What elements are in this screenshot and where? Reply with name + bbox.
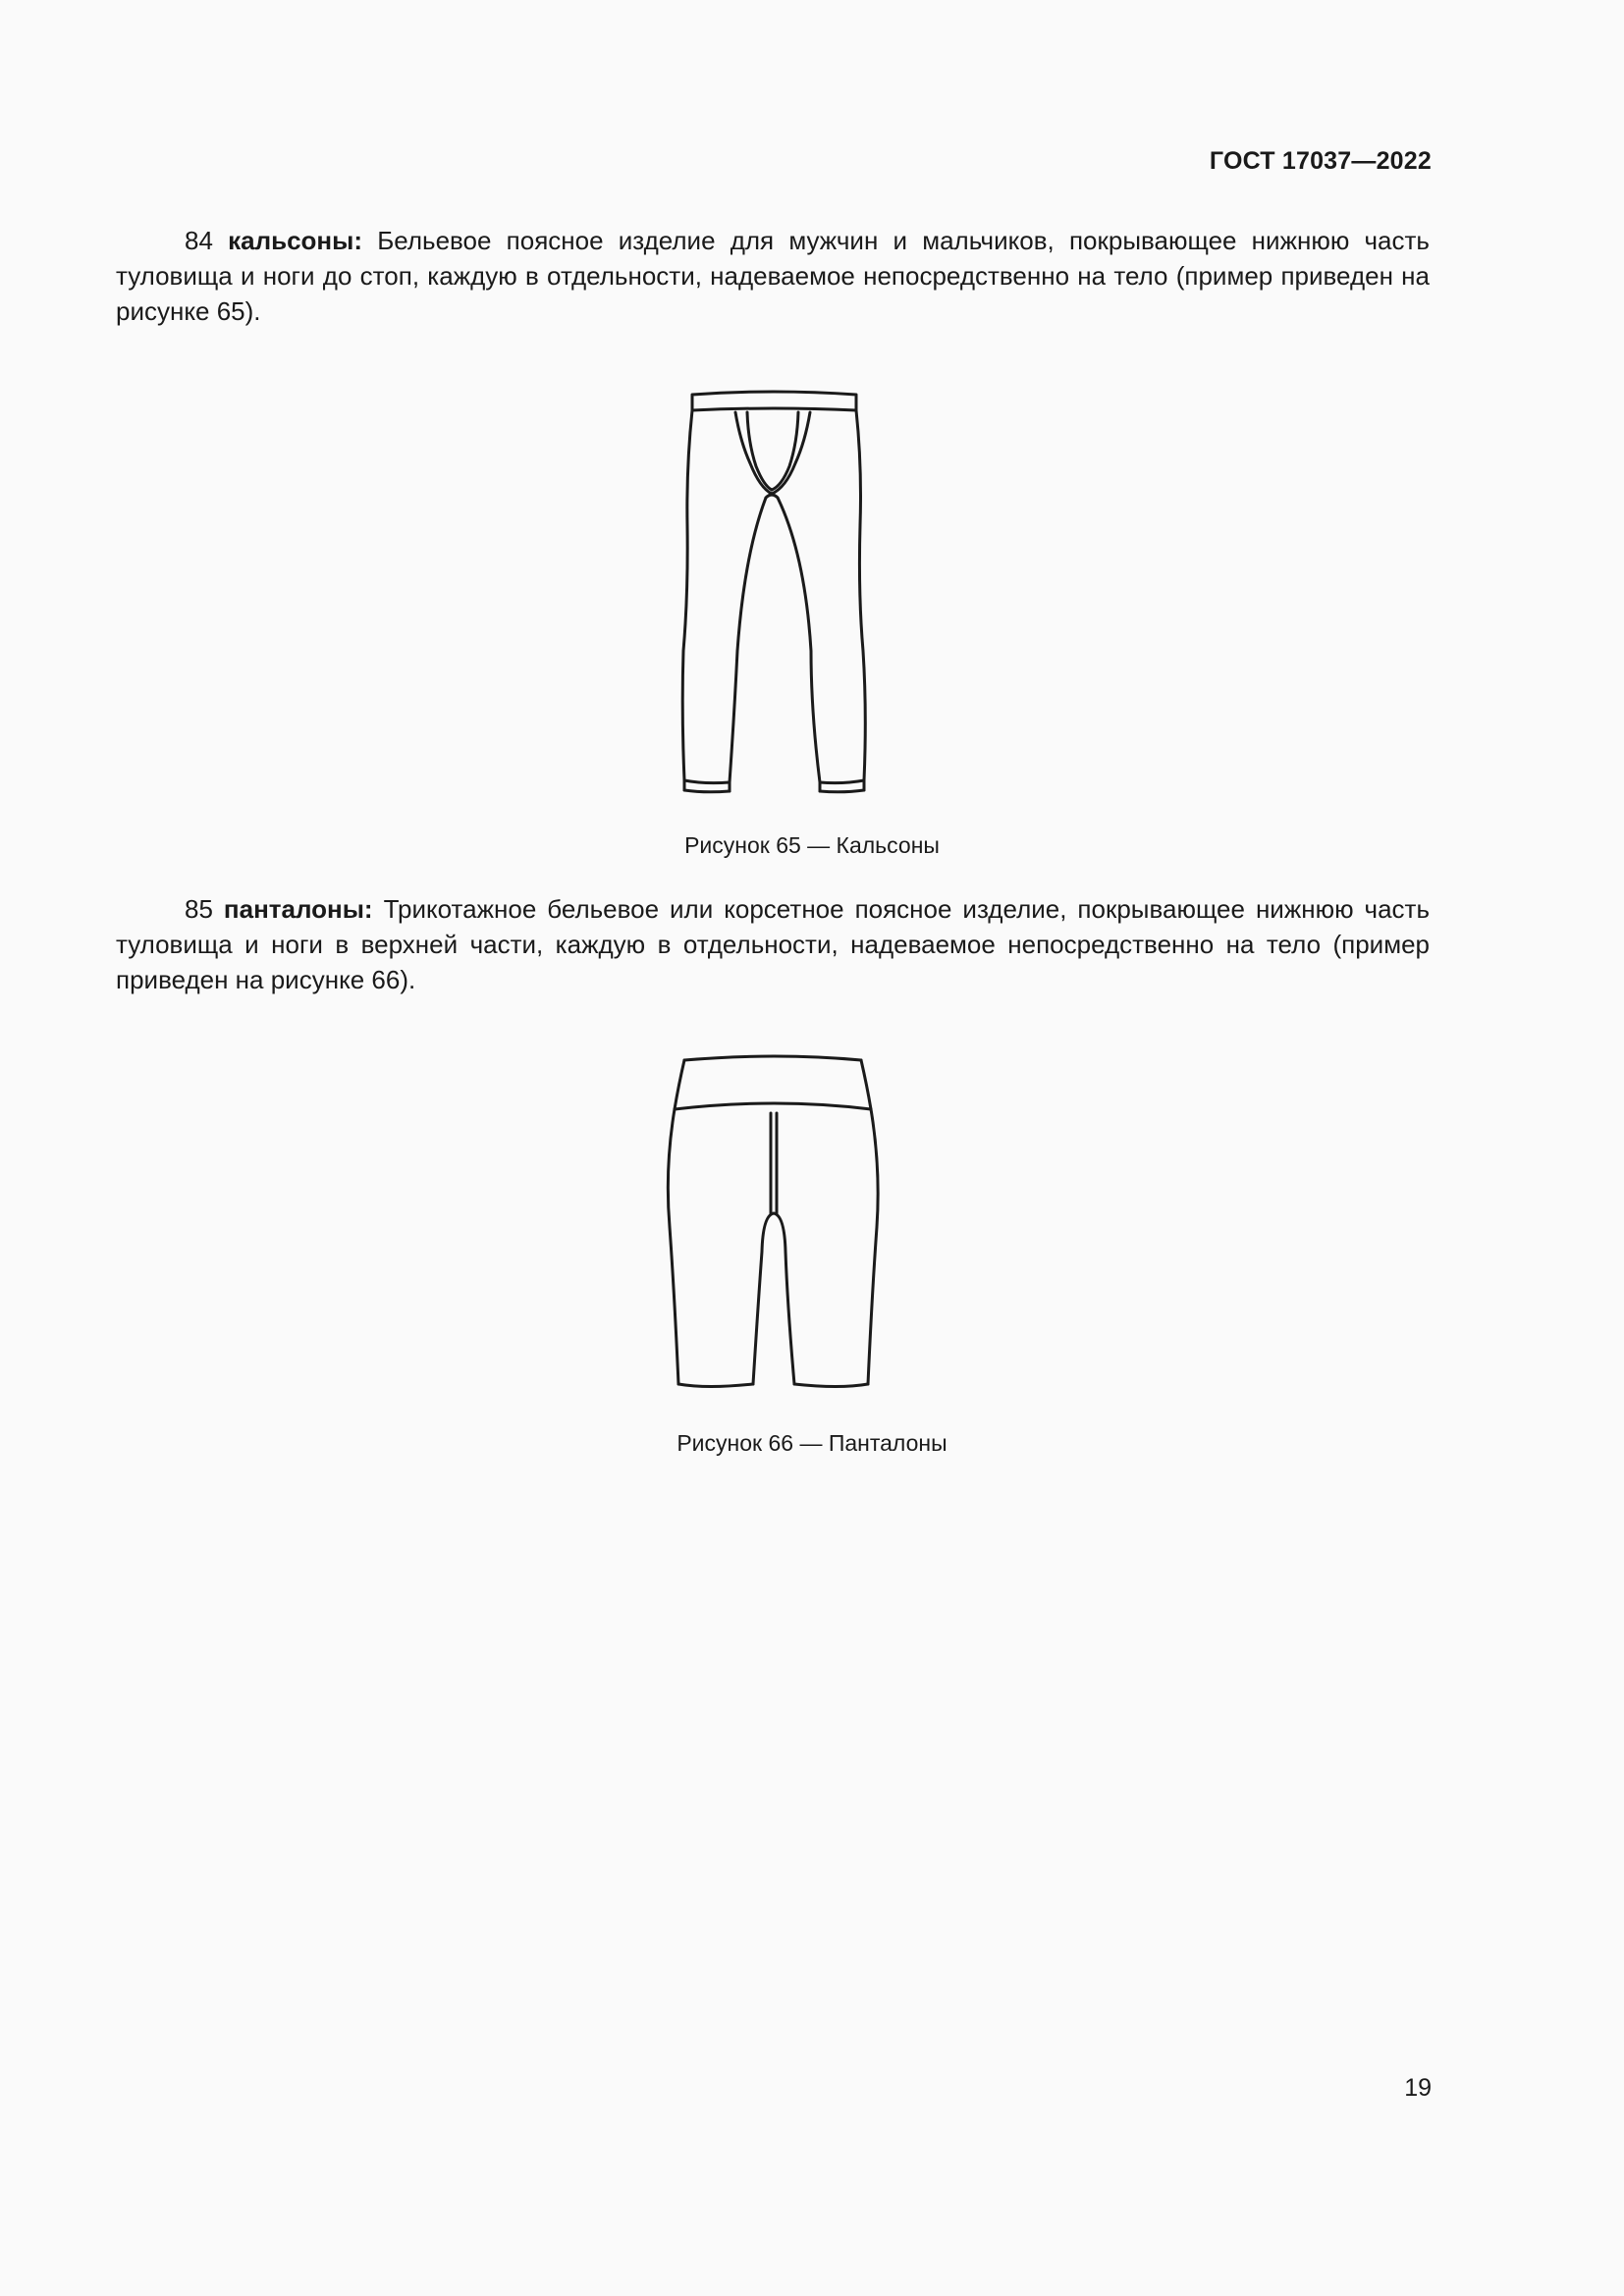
entry-number: 85 bbox=[185, 894, 213, 924]
page-number: 19 bbox=[1404, 2074, 1432, 2102]
term-entry-84 bbox=[116, 223, 1430, 329]
entry-term: кальсоны: bbox=[228, 226, 362, 255]
long-johns-drawing bbox=[677, 388, 874, 800]
entry-number: 84 bbox=[185, 226, 213, 255]
pantaloons-drawing bbox=[663, 1050, 889, 1394]
entry-definition: Бельевое поясное изделие для мужчин и мальчиков, покрывающее нижнюю часть туловища и ноги до стоп, каждую в отдельности, надеваемое непосредственно на тело (пример приведен на рисунке 65). bbox=[116, 226, 1430, 326]
entry-term: панталоны: bbox=[223, 894, 373, 924]
entry-definition: Трикотажное бельевое или корсетное поясное изделие, покрывающее нижнюю часть туловища и ноги в верхней части, каждую в отдельности, надеваемое непосредственно на тело (пример приведен на рисунке 66). bbox=[116, 894, 1431, 994]
figure-66-caption: Рисунок 66 — Панталоны bbox=[677, 1430, 947, 1456]
figure-65-caption: Рисунок 65 — Кальсоны bbox=[684, 832, 940, 858]
term-entry-85 bbox=[116, 891, 1430, 997]
standard-header: ГОСТ 17037—2022 bbox=[1209, 147, 1432, 175]
